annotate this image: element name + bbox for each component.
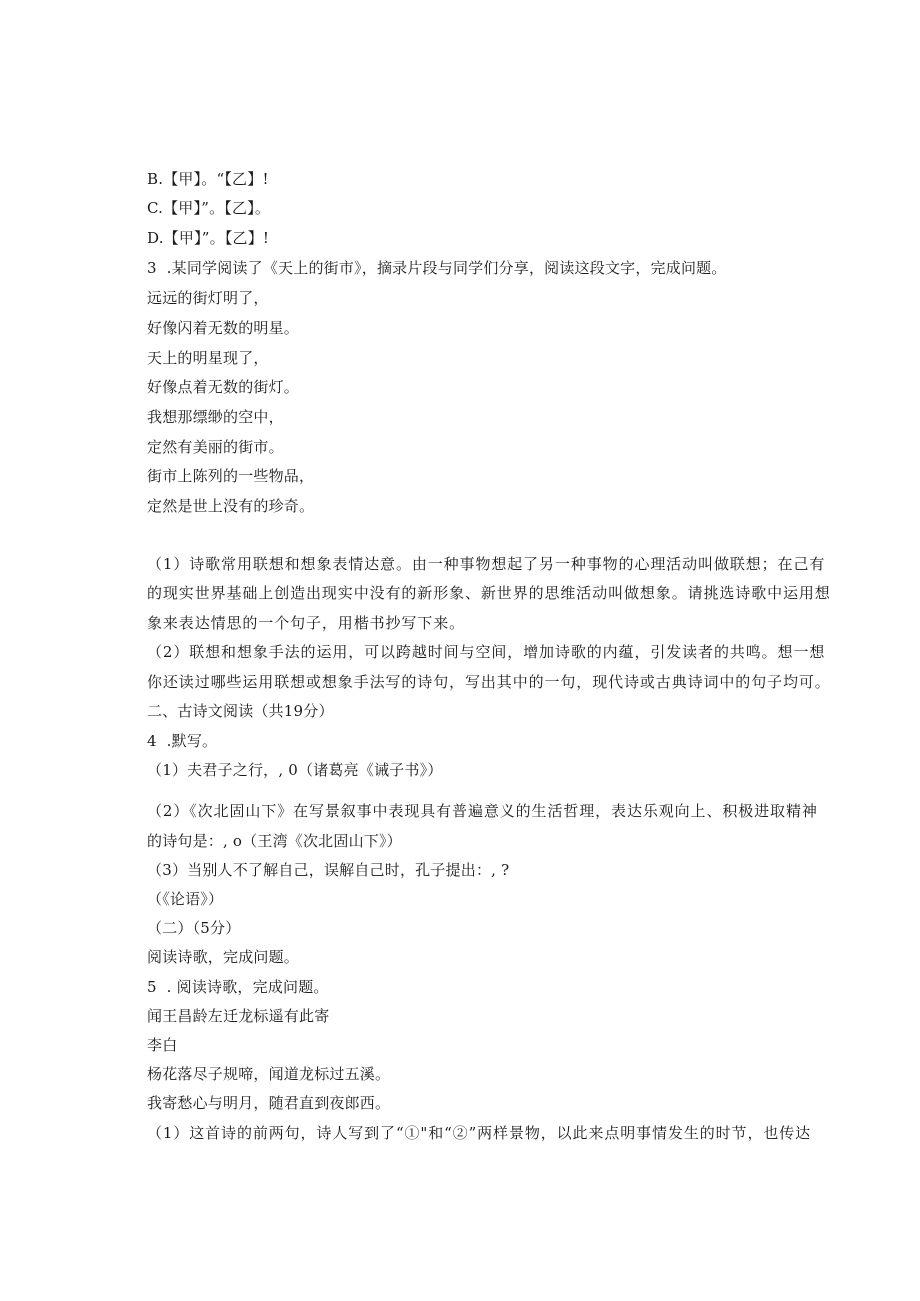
q4-prompt: 4 .默写。 [147,732,218,750]
q4-item1: （1）夫君子之行，, 0（诸葛亮《诫子书》） [147,761,443,779]
option-d: D.【甲】”。【乙】! [147,229,270,247]
q3-sub2-text: 你还读过哪些运用联想或想象手法写的诗句，写出其中的一句，现代诗或古典诗词中的句子均可。 [147,673,831,691]
q3-sub1-text: 的现实世界基础上创造出现实中没有的新形象、新世界的思维活动叫做想象。请挑选诗歌中运用想 [147,584,831,602]
q4-item3-source: （《论语》） [147,890,224,908]
q5-item1: （1）这首诗的前两句，诗人写到了“①"和“②”两样景物，以此来点明事情发生的时节，也传达 [147,1124,812,1142]
q5-prompt: 5 . 阅读诗歌，完成问题。 [147,978,329,996]
q4-item3: （3）当别人不了解自己，误解自己时，孔子提出：, ? [147,861,510,879]
q3-sub1-text: （1）诗歌常用联想和想象表情达意。由一种事物想起了另一种事物的心理活动叫做联想；在己有 [147,555,826,573]
q4-item2-text: 的诗句是：, o（王湾《次北固山下》） [147,832,402,850]
poem-line: 杨花落尽子规啼，闻道龙标过五溪。 [147,1065,391,1083]
q3-sub1-text: 象来表达情思的一个句子，用楷书抄写下来。 [147,614,466,632]
poem-line: 远远的街灯明了， [147,289,269,307]
q3-prompt: 3 .某同学阅读了《天上的街市》，摘录片段与同学们分享，阅读这段文字，完成问题。 [147,259,727,277]
part2-heading: （二）（5分） [147,919,241,937]
poem-line: 定然有美丽的街市。 [147,438,284,456]
option-c: C.【甲】”。【乙】。 [147,199,271,217]
poem-line: 街市上陈列的一些物品， [147,467,315,485]
poem-line: 我寄愁心与明月，随君直到夜郎西。 [147,1094,391,1112]
poem-line: 天上的明星现了， [147,349,269,367]
poem-author: 李白 [147,1036,178,1054]
poem-line: 我想那缥缈的空中， [147,408,284,426]
poem-title: 闻王昌龄左迁龙标遥有此寄 [147,1007,330,1025]
poem-line: 好像点着无数的街灯。 [147,378,300,396]
q4-item2-text: （2）《次北固山下》在写景叙事中表现具有普遍意义的生活哲理，表达乐观向上、积极进取精神 [147,802,818,820]
poem-line: 好像闪着无数的明星。 [147,319,300,337]
option-b: B.【甲】。“【乙】! [147,170,269,188]
part2-intro: 阅读诗歌，完成问题。 [147,948,300,966]
section2-heading: 二、古诗文阅读（共19分） [147,702,334,720]
poem-line: 定然是世上没有的珍奇。 [147,497,315,515]
q3-sub2-text: （2）联想和想象手法的运用，可以跨越时间与空间，增加诗歌的内蕴，引发读者的共鸣。想一想 [147,643,826,661]
